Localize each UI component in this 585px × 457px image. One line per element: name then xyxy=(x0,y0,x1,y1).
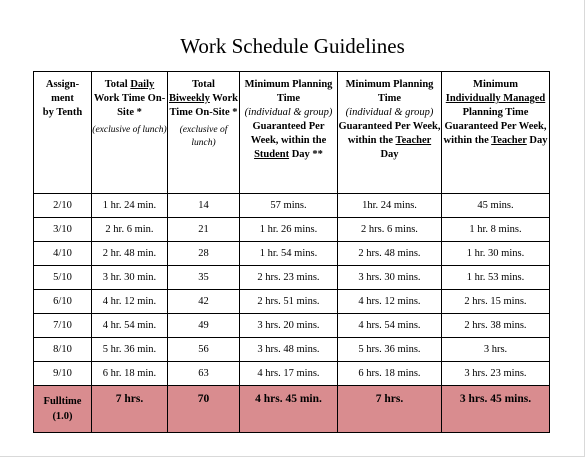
header-individual-managed xyxy=(442,92,549,106)
table-cell: 45 mins. xyxy=(442,194,550,218)
total-label-cell xyxy=(34,386,92,433)
table-row xyxy=(34,194,550,218)
header-individual-post: Day xyxy=(526,135,548,146)
table-cell: 3 hrs. 30 mins. xyxy=(338,266,442,290)
table-cell: 4/10 xyxy=(34,242,92,266)
table-cell: 9/10 xyxy=(34,362,92,386)
total-cell: 3 hrs. 45 mins. xyxy=(442,386,550,433)
table-cell: 1 hr. 8 mins. xyxy=(442,218,550,242)
table-cell: 49 xyxy=(168,314,240,338)
header-daily-underlined: Daily xyxy=(130,79,155,90)
table-cell: 3 hrs. xyxy=(442,338,550,362)
table-cell: 1 hr. 30 mins. xyxy=(442,242,550,266)
table-cell: 2 hrs. 6 mins. xyxy=(338,218,442,242)
table-row xyxy=(34,338,550,362)
header-assignment-line1: Assign- xyxy=(45,79,80,90)
table-cell: 1 hr. 26 mins. xyxy=(240,218,338,242)
table-cell: 2 hr. 48 min. xyxy=(92,242,168,266)
header-teacher-day-planning xyxy=(338,72,442,194)
header-daily-time xyxy=(92,72,168,194)
schedule-table xyxy=(33,71,550,433)
table-cell: 3 hrs. 48 mins. xyxy=(240,338,338,362)
table-cell: 1 hr. 53 mins. xyxy=(442,266,550,290)
table-cell: 1hr. 24 mins. xyxy=(338,194,442,218)
table-cell: 21 xyxy=(168,218,240,242)
header-individual-underlined: Individually Managed xyxy=(445,93,546,104)
total-cell: 7 hrs. xyxy=(92,386,168,433)
header-individual-teacher-underlined: Teacher xyxy=(491,135,527,146)
table-row xyxy=(34,314,550,338)
total-row xyxy=(34,386,550,433)
header-individual-planning xyxy=(442,72,550,194)
table-cell: 5/10 xyxy=(34,266,92,290)
header-biweekly-pre: Total xyxy=(192,79,215,90)
header-student-line1: Minimum Planning Time xyxy=(244,79,333,104)
header-biweekly-underlined: Biweekly xyxy=(169,93,210,104)
table-row xyxy=(34,242,550,266)
table-cell: 14 xyxy=(168,194,240,218)
header-teacher-underlined: Teacher xyxy=(395,135,432,146)
header-assignment-line3: by Tenth xyxy=(42,107,83,118)
header-teacher-line2: Guaranteed Per Week, within the xyxy=(338,121,441,146)
table-cell: 6/10 xyxy=(34,290,92,314)
table-cell: 8/10 xyxy=(34,338,92,362)
table-row xyxy=(34,266,550,290)
table-cell: 2 hrs. 38 mins. xyxy=(442,314,550,338)
header-biweekly-time xyxy=(168,72,240,194)
table-cell: 56 xyxy=(168,338,240,362)
table-cell: 57 mins. xyxy=(240,194,338,218)
header-student-underlined: Student xyxy=(254,149,290,160)
header-student-day-planning xyxy=(240,72,338,194)
header-student-italic: (individual & group) xyxy=(244,107,333,118)
total-cell: 4 hrs. 45 min. xyxy=(240,386,338,433)
header-teacher-post: Day xyxy=(380,149,399,160)
header-biweekly-post: Work Time On-Site * xyxy=(169,93,238,118)
table-row xyxy=(34,362,550,386)
page-title: Work Schedule Guidelines xyxy=(180,34,405,58)
table-cell: 63 xyxy=(168,362,240,386)
table-cell: 5 hr. 36 min. xyxy=(92,338,168,362)
header-student-line2: Guaranteed Per Week, within the xyxy=(250,121,327,146)
table-cell: 42 xyxy=(168,290,240,314)
header-biweekly-note: (exclusive of lunch) xyxy=(179,125,228,148)
header-daily-pre: Total xyxy=(104,79,131,90)
header-individual-line1: Minimum xyxy=(473,79,518,90)
table-row xyxy=(34,290,550,314)
total-cell: 7 hrs. xyxy=(338,386,442,433)
table-cell: 4 hr. 12 min. xyxy=(92,290,168,314)
header-biweekly-main xyxy=(168,92,239,120)
table-cell: 7/10 xyxy=(34,314,92,338)
header-individual-main xyxy=(442,106,549,148)
table-cell: 4 hrs. 17 mins. xyxy=(240,362,338,386)
header-daily-note: (exclusive of lunch) xyxy=(92,125,167,135)
table-cell: 4 hrs. 54 mins. xyxy=(338,314,442,338)
header-student-post: Day ** xyxy=(289,149,323,160)
header-assignment xyxy=(34,72,92,194)
table-cell: 2 hrs. 48 mins. xyxy=(338,242,442,266)
table-cell: 2 hr. 6 min. xyxy=(92,218,168,242)
table-cell: 6 hrs. 18 mins. xyxy=(338,362,442,386)
header-daily-post: Work Time On-Site * xyxy=(93,93,166,118)
table-cell: 3/10 xyxy=(34,218,92,242)
table-cell: 3 hrs. 23 mins. xyxy=(442,362,550,386)
table-cell: 2 hrs. 23 mins. xyxy=(240,266,338,290)
table-row xyxy=(34,218,550,242)
table-cell: 2/10 xyxy=(34,194,92,218)
table-cell: 5 hrs. 36 mins. xyxy=(338,338,442,362)
table-cell: 3 hrs. 20 mins. xyxy=(240,314,338,338)
total-label-line1: Fulltime xyxy=(43,396,82,407)
total-label-line2: (1.0) xyxy=(52,411,73,422)
table-cell: 4 hrs. 12 mins. xyxy=(338,290,442,314)
total-cell: 70 xyxy=(168,386,240,433)
table-cell: 1 hr. 24 min. xyxy=(92,194,168,218)
header-teacher-italic: (individual & group) xyxy=(345,107,434,118)
table-cell: 3 hr. 30 min. xyxy=(92,266,168,290)
header-teacher-line1: Minimum Planning Time xyxy=(345,79,434,104)
header-student-main xyxy=(240,120,337,162)
table-cell: 6 hr. 18 min. xyxy=(92,362,168,386)
header-teacher-main xyxy=(338,120,441,162)
header-individual-line2: Planning Time Guaranteed Per Week, within the xyxy=(443,107,547,146)
table-cell: 1 hr. 54 mins. xyxy=(240,242,338,266)
table-cell: 35 xyxy=(168,266,240,290)
table-cell: 4 hr. 54 min. xyxy=(92,314,168,338)
header-assignment-line2: ment xyxy=(51,93,74,104)
table-cell: 28 xyxy=(168,242,240,266)
header-daily-main xyxy=(92,78,167,120)
table-cell: 2 hrs. 15 mins. xyxy=(442,290,550,314)
table-cell: 2 hrs. 51 mins. xyxy=(240,290,338,314)
